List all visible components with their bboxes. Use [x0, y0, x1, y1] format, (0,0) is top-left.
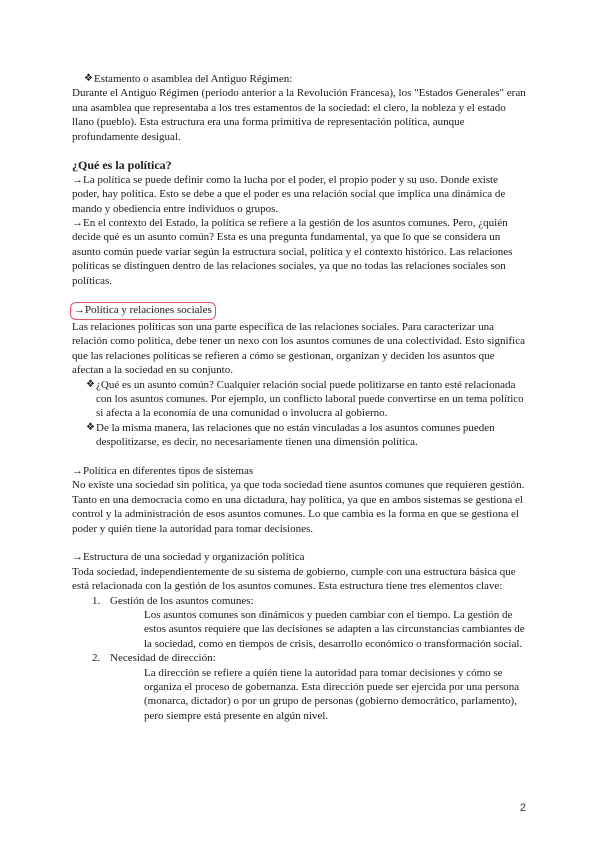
sistemas-heading: →Política en diferentes tipos de sistemas — [72, 464, 254, 477]
relaciones-bullet-text: ¿Qué es un asunto común? Cualquier relación social puede politizarse en tanto esté relacionada con los asuntos comunes. Por ejemplo, un conflicto laboral puede convertirse en un tema político si afecta a la economía de una comunidad o involucra al gobierno. — [96, 378, 524, 420]
item-body: La dirección se refiere a quién tiene la autoridad para tomar decisiones y cómo se organiza el proceso de gobernanza. Esta dirección puede ser ejercida por una persona (monarca, dictador) o por un grupo de personas (gobierno democrático, parlamento), pero siempre está presente en algún nivel. — [144, 666, 520, 722]
page-content — [72, 72, 526, 723]
que-es-paragraph-2: →En el contexto del Estado, la política se refiere a la gestión de los asuntos comunes. Pero, ¿quién decide qué es un asunto común? Esta es una pregunta fundamental, ya que lo que se considera un asunto común puede variar según la estructura social, política y el contexto histórico. Las relaciones políticas se distinguen dentro de las relaciones sociales, ya que no todas las relaciones sociales son políticas. — [72, 217, 513, 287]
relaciones-bullet-text: De la misma manera, las relaciones que no están vinculadas a los asuntos comunes pueden despolitizarse, es decir, no necesariamente tienen una dimensión política. — [96, 421, 495, 449]
diamond-bullet-icon: ❖ — [84, 73, 93, 84]
que-es-paragraph-1: →La política se puede definir como la lucha por el poder, el propio poder y su uso. Donde existe poder, hay política. Esto se debe a que el poder es una relación social que implica una dinámica de mando y obediencia entre individuos o grupos. — [72, 173, 506, 215]
item-body: Los asuntos comunes son dinámicos y pueden cambiar con el tiempo. La gestión de estos asuntos requiere que las decisiones se adapten a las circunstancias cambiantes de la sociedad, como en tiempos de crisis, desarrollo económico o transformación social. — [144, 608, 525, 650]
sistemas-body: No existe una sociedad sin política, ya que toda sociedad tiene asuntos comunes que requieren gestión. Tanto en una democracia como en una dictadura, hay política, ya que en ambos sistemas se gestiona el control y la administración de esos asuntos comunes. Lo que cambia es la forma en que se gestiona el poder y quién tiene la autoridad para tomar decisiones. — [72, 479, 525, 535]
diamond-bullet-icon: ❖ — [86, 421, 95, 433]
numbered-item-2 — [72, 651, 526, 665]
page-number: 2 — [519, 802, 526, 814]
numbered-item-1 — [72, 594, 526, 608]
item-number: 2. — [92, 652, 101, 665]
estamento-bullet — [72, 72, 526, 86]
estamento-title: Estamento o asamblea del Antiguo Régimen: — [94, 73, 293, 85]
relaciones-bullet-2 — [72, 421, 526, 450]
que-es-heading: ¿Qué es la política? — [72, 158, 172, 173]
relaciones-heading: →Política y relaciones sociales — [70, 302, 216, 319]
estructura-heading: →Estructura de una sociedad y organización política — [72, 551, 305, 564]
item-title: Necesidad de dirección: — [110, 652, 216, 665]
item-number: 1. — [92, 594, 101, 607]
estamento-body: Durante el Antiguo Régimen (periodo anterior a la Revolución Francesa), los "Estados Generales" eran una asamblea que representaba a los tres estamentos de la sociedad: el clero, la nobleza y el estado llano (pueblo). Esta estructura era una forma primitiva de representación política, aunque profundamente desigual. — [72, 87, 526, 143]
item-title: Gestión de los asuntos comunes: — [110, 594, 254, 607]
relaciones-bullet-1 — [72, 378, 526, 421]
estructura-body: Toda sociedad, independientemente de su sistema de gobierno, cumple con una estructura básica que está relacionada con la gestión de los asuntos comunes. Esta estructura tiene tres elementos clave: — [72, 565, 516, 593]
relaciones-body: Las relaciones políticas son una parte específica de las relaciones sociales. Para caracterizar una relación como política, debe tener un nexo con los asuntos comunes de una colectividad. Esto significa que las relaciones políticas se refieren a cómo se gestionan, organizan y deciden los asuntos que afectan a la sociedad en su conjunto. — [72, 320, 526, 377]
diamond-bullet-icon: ❖ — [86, 378, 95, 390]
